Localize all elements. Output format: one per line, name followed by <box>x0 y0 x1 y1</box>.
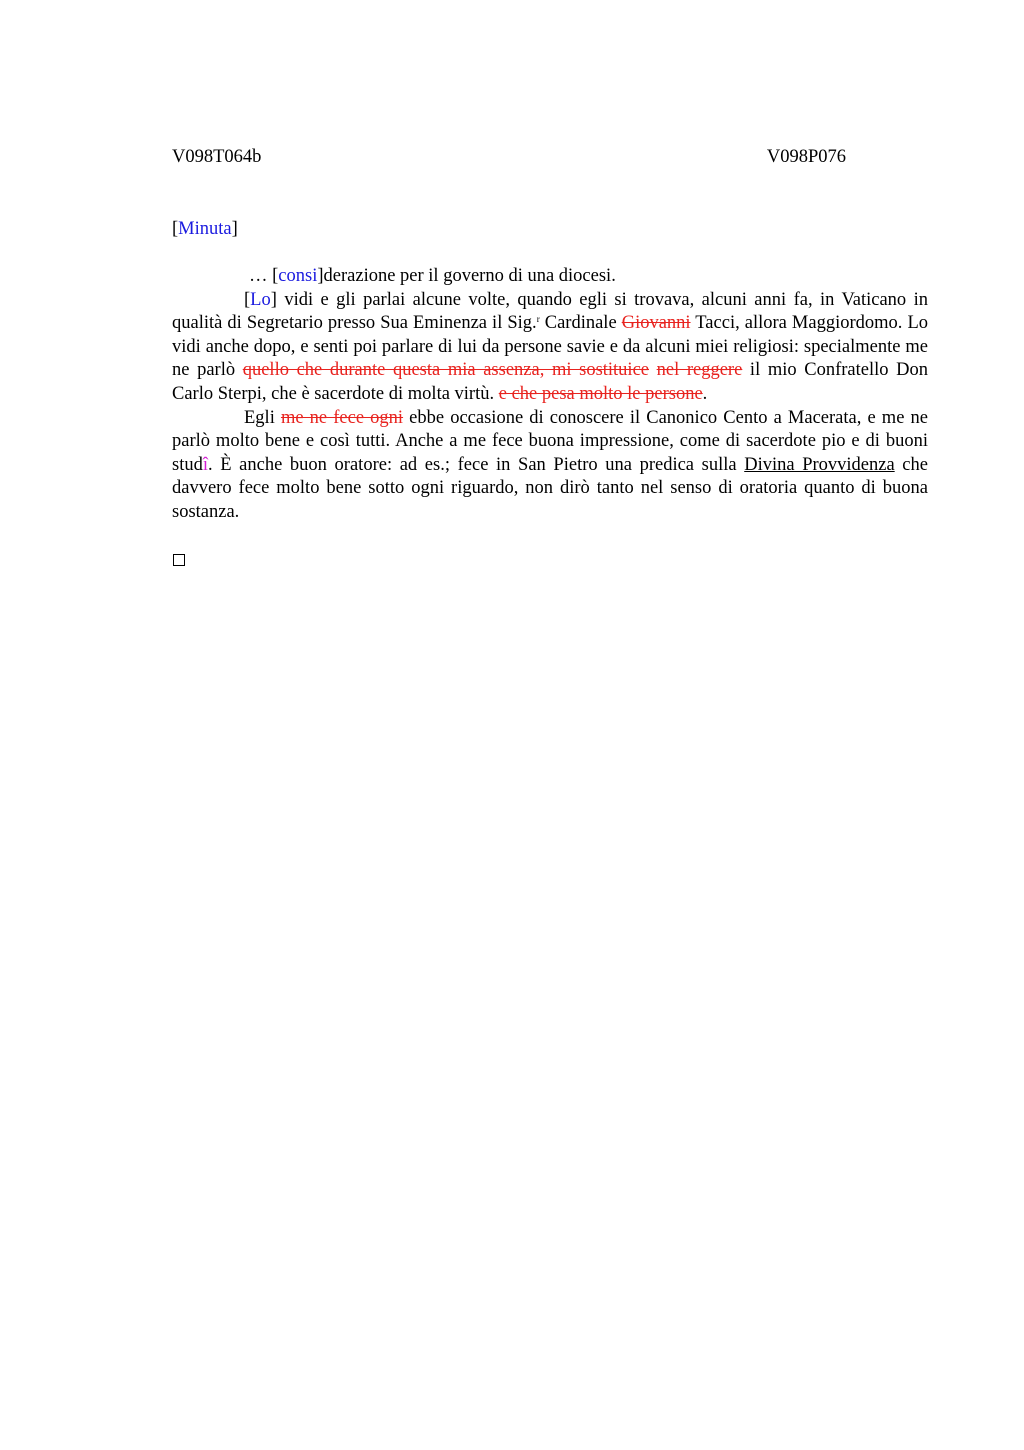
paragraph-3 <box>172 407 928 525</box>
end-of-text-box-icon <box>173 554 185 566</box>
page-code: V098P076 <box>766 147 846 167</box>
p2-text-2: Cardinale <box>539 313 622 334</box>
p3-text-2: ebbe occasione di conoscere il Canonico Cento a Macerata, e me ne parlò molto bene e così tutti. Anche a me fece buona impressione, come di sacerdote pio e di buoni stud <box>172 407 928 475</box>
p2-superscript: r <box>536 314 540 325</box>
p2-restored-text: Lo <box>250 289 271 310</box>
p2-deletion-4: e che pesa molto le persone <box>498 383 703 404</box>
p3-emphasis-char: î <box>202 454 208 475</box>
p3-text-3: . È anche buon oratore: ad es.; fece in San Pietro una predica sulla <box>207 454 745 475</box>
document-code: V098T064b <box>172 147 262 167</box>
minuta-label <box>172 218 238 242</box>
page-header <box>172 146 846 170</box>
p3-text-1: Egli <box>244 407 281 428</box>
p2-text-4: il mio Confratello Don Carlo Sterpi, che è sacerdote di molta virtù. <box>172 360 928 404</box>
p2-text-1: ] vidi e gli parlai alcune volte, quando egli si trovava, alcuni anni fa, in Vaticano in qualità di Segretario presso Sua Eminenza il Sig. <box>172 289 928 334</box>
p2-deletion-3: nel reggere <box>656 360 743 381</box>
paragraph-2 <box>172 289 928 407</box>
p1-restored-text: consi <box>278 266 318 286</box>
p3-underlined-title: Divina Provvidenza <box>744 454 895 475</box>
p3-deletion-1: me ne fece ogni <box>280 407 404 428</box>
p2-deletion-2: quello che durante questa mia assenza, mi sostituice <box>242 360 649 381</box>
p2-text-5: . <box>702 383 708 404</box>
p2-text-3: Tacci, allora Maggiordomo. Lo vidi anche dopo, e senti poi parlare di lui da persone savie e da alcuni miei religiosi: specialmente me ne parlò <box>172 313 928 381</box>
p2-deletion-1: Giovanni <box>621 313 691 334</box>
minuta-open-bracket: [ <box>172 219 179 239</box>
p3-text-4: che davvero fece molto bene sotto ogni riguardo, non dirò tanto nel senso di oratoria quanto di buona sostanza. <box>172 454 928 522</box>
p1-post: ]derazione per il governo di una diocesi. <box>317 266 616 286</box>
paragraph-1 <box>172 265 928 289</box>
minuta-word: Minuta <box>178 219 232 239</box>
p2-space <box>649 360 657 380</box>
p1-pre: … [ <box>249 266 279 286</box>
minuta-close-bracket: ] <box>231 219 238 239</box>
p2-open-bracket: [ <box>244 289 251 310</box>
letter-body <box>172 265 928 525</box>
